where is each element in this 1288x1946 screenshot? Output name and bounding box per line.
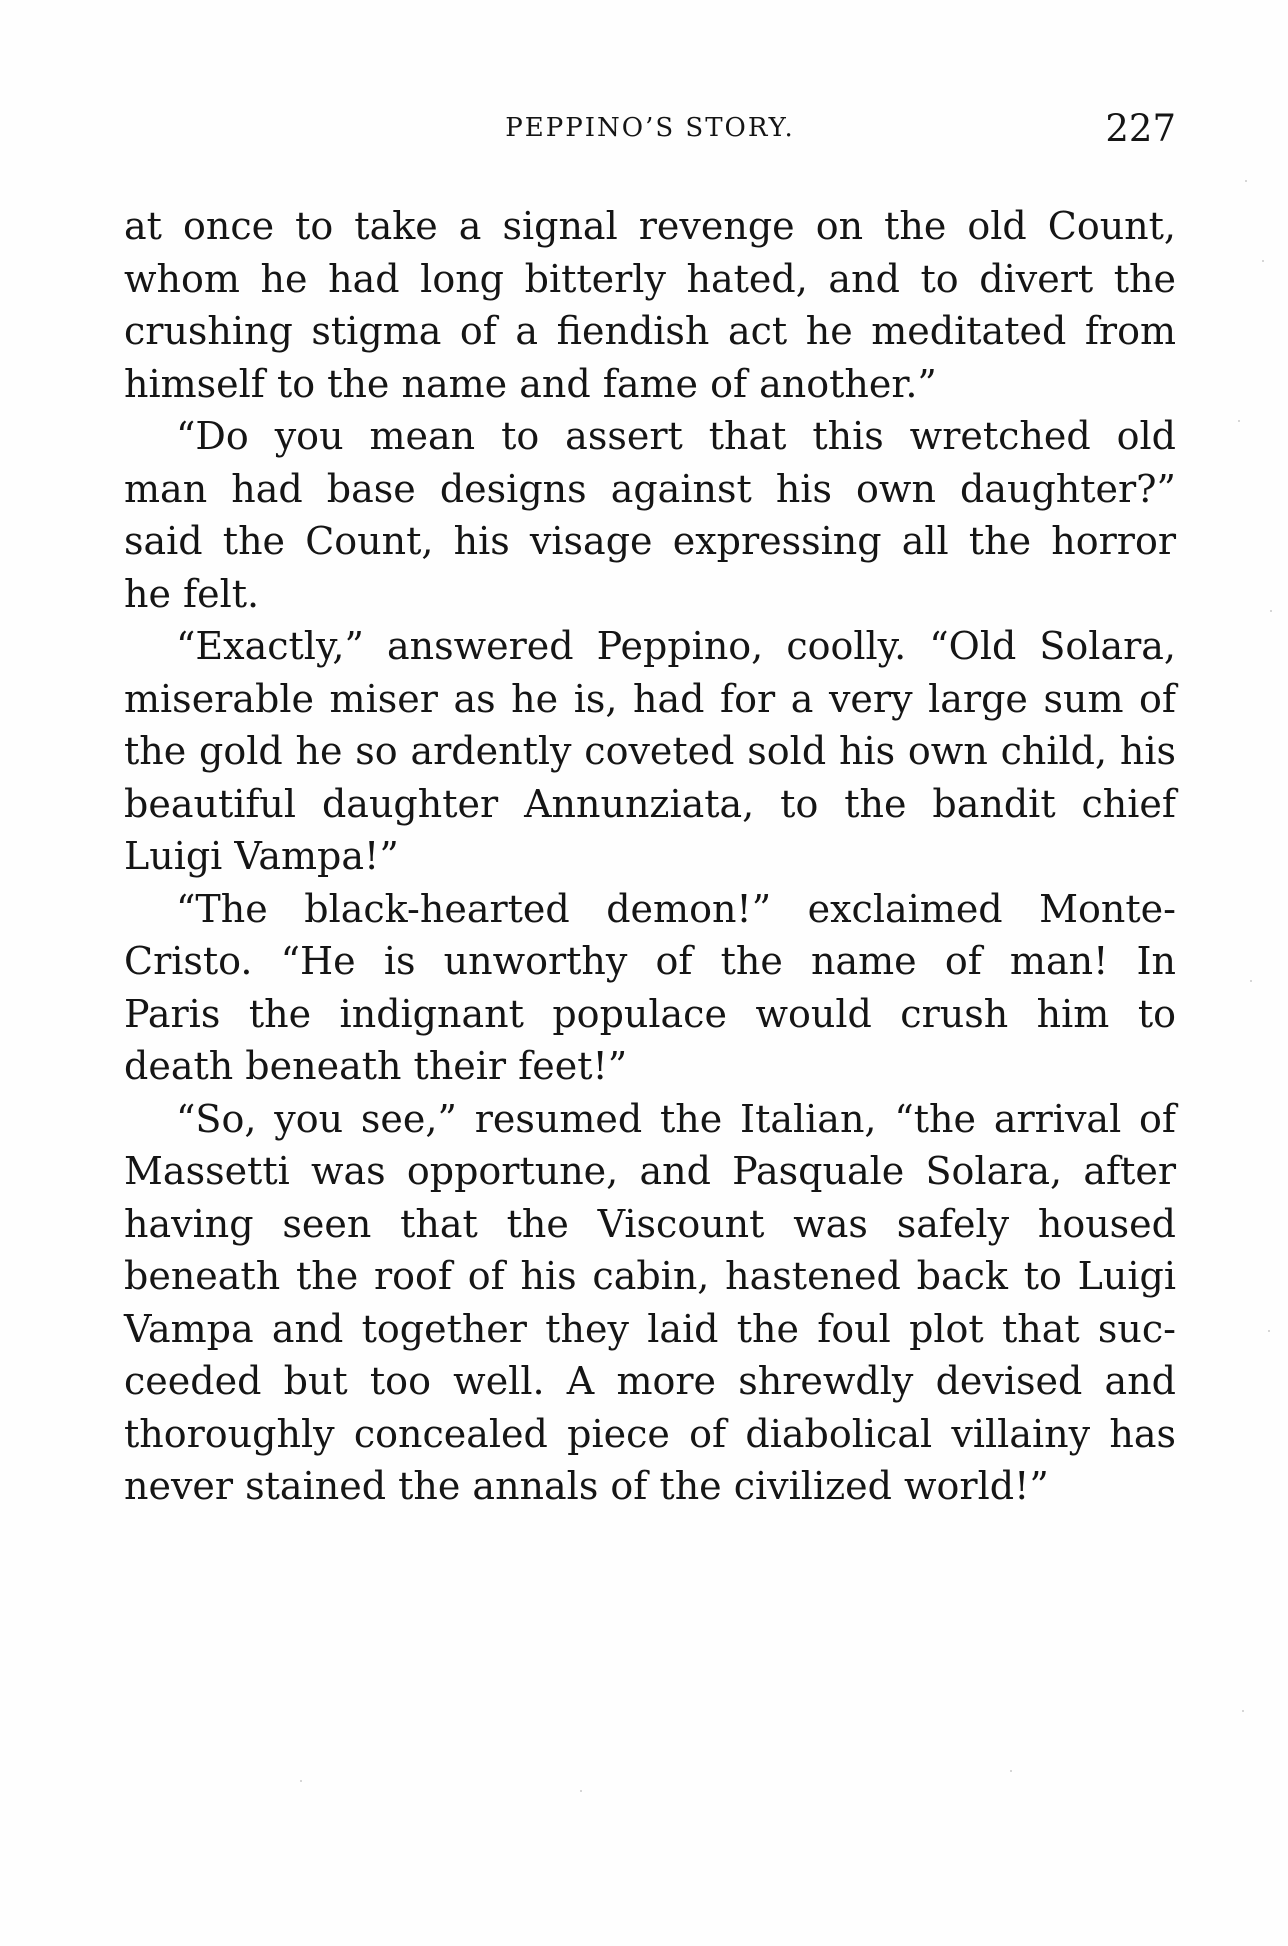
text-line: crushing stigma of a fiendish act he meditated from [124, 309, 1176, 353]
text-line: whom he had long bitterly hated, and to divert the [124, 256, 1176, 301]
text-line: Vampa and together they laid the foul plot that suc- [124, 1306, 1176, 1351]
text-line: beneath the roof of his cabin, hastened back to Luigi [124, 1254, 1176, 1298]
text-line: said the Count, his visage expressing all the horror [124, 519, 1176, 563]
text-line: having seen that the Viscount was safely housed [124, 1201, 1176, 1246]
scan-speck [1010, 1770, 1012, 1772]
text-line: never stained the annals of the civilized world!” [124, 1464, 1049, 1508]
text-line: ceeded but too well. A more shrewdly devised and [124, 1359, 1176, 1403]
text-line: man had base designs against his own daughter?” [124, 466, 1176, 511]
text-line: himself to the name and fame of another.” [124, 361, 937, 406]
running-head [124, 107, 1176, 153]
scan-speck [1242, 1710, 1244, 1712]
text-line: beautiful daughter Annunziata, to the bandit chief [124, 781, 1176, 826]
scan-speck [580, 1790, 582, 1792]
scan-speck [1245, 180, 1247, 182]
scan-speck [1238, 420, 1240, 422]
scan-speck [1268, 1330, 1270, 1332]
text-line: miserable miser as he is, had for a very large sum of [124, 676, 1176, 721]
text-line: the gold he so ardently coveted sold his own child, his [124, 729, 1176, 773]
text-line: thoroughly concealed piece of diabolical villainy has [124, 1411, 1176, 1456]
scan-speck [1250, 980, 1252, 982]
scan-speck [1270, 610, 1272, 612]
text-line: Massetti was opportune, and Pasquale Solara, after [124, 1149, 1176, 1193]
running-head-title: PEPPINO’S STORY. [505, 113, 795, 143]
text-line: he felt. [124, 571, 260, 616]
text-line: Luigi Vampa!” [124, 834, 399, 878]
page-number: 227 [1105, 107, 1176, 150]
scan-speck [1262, 260, 1264, 262]
text-line: “So, you see,” resumed the Italian, “the arrival of [176, 1096, 1176, 1141]
text-line: Paris the indignant populace would crush him to [124, 991, 1176, 1036]
text-line: death beneath their feet!” [124, 1044, 628, 1088]
text-line: at once to take a signal revenge on the old Count, [124, 204, 1176, 248]
text-line: “Exactly,” answered Peppino, coolly. “Old Solara, [176, 624, 1176, 668]
body-text [124, 200, 1176, 1513]
text-line: Cristo. “He is unworthy of the name of man! In [124, 939, 1176, 983]
text-line: “The black-hearted demon!” exclaimed Monte- [176, 886, 1176, 931]
text-line: “Do you mean to assert that this wretched old [176, 414, 1176, 458]
scan-speck [300, 1780, 302, 1782]
